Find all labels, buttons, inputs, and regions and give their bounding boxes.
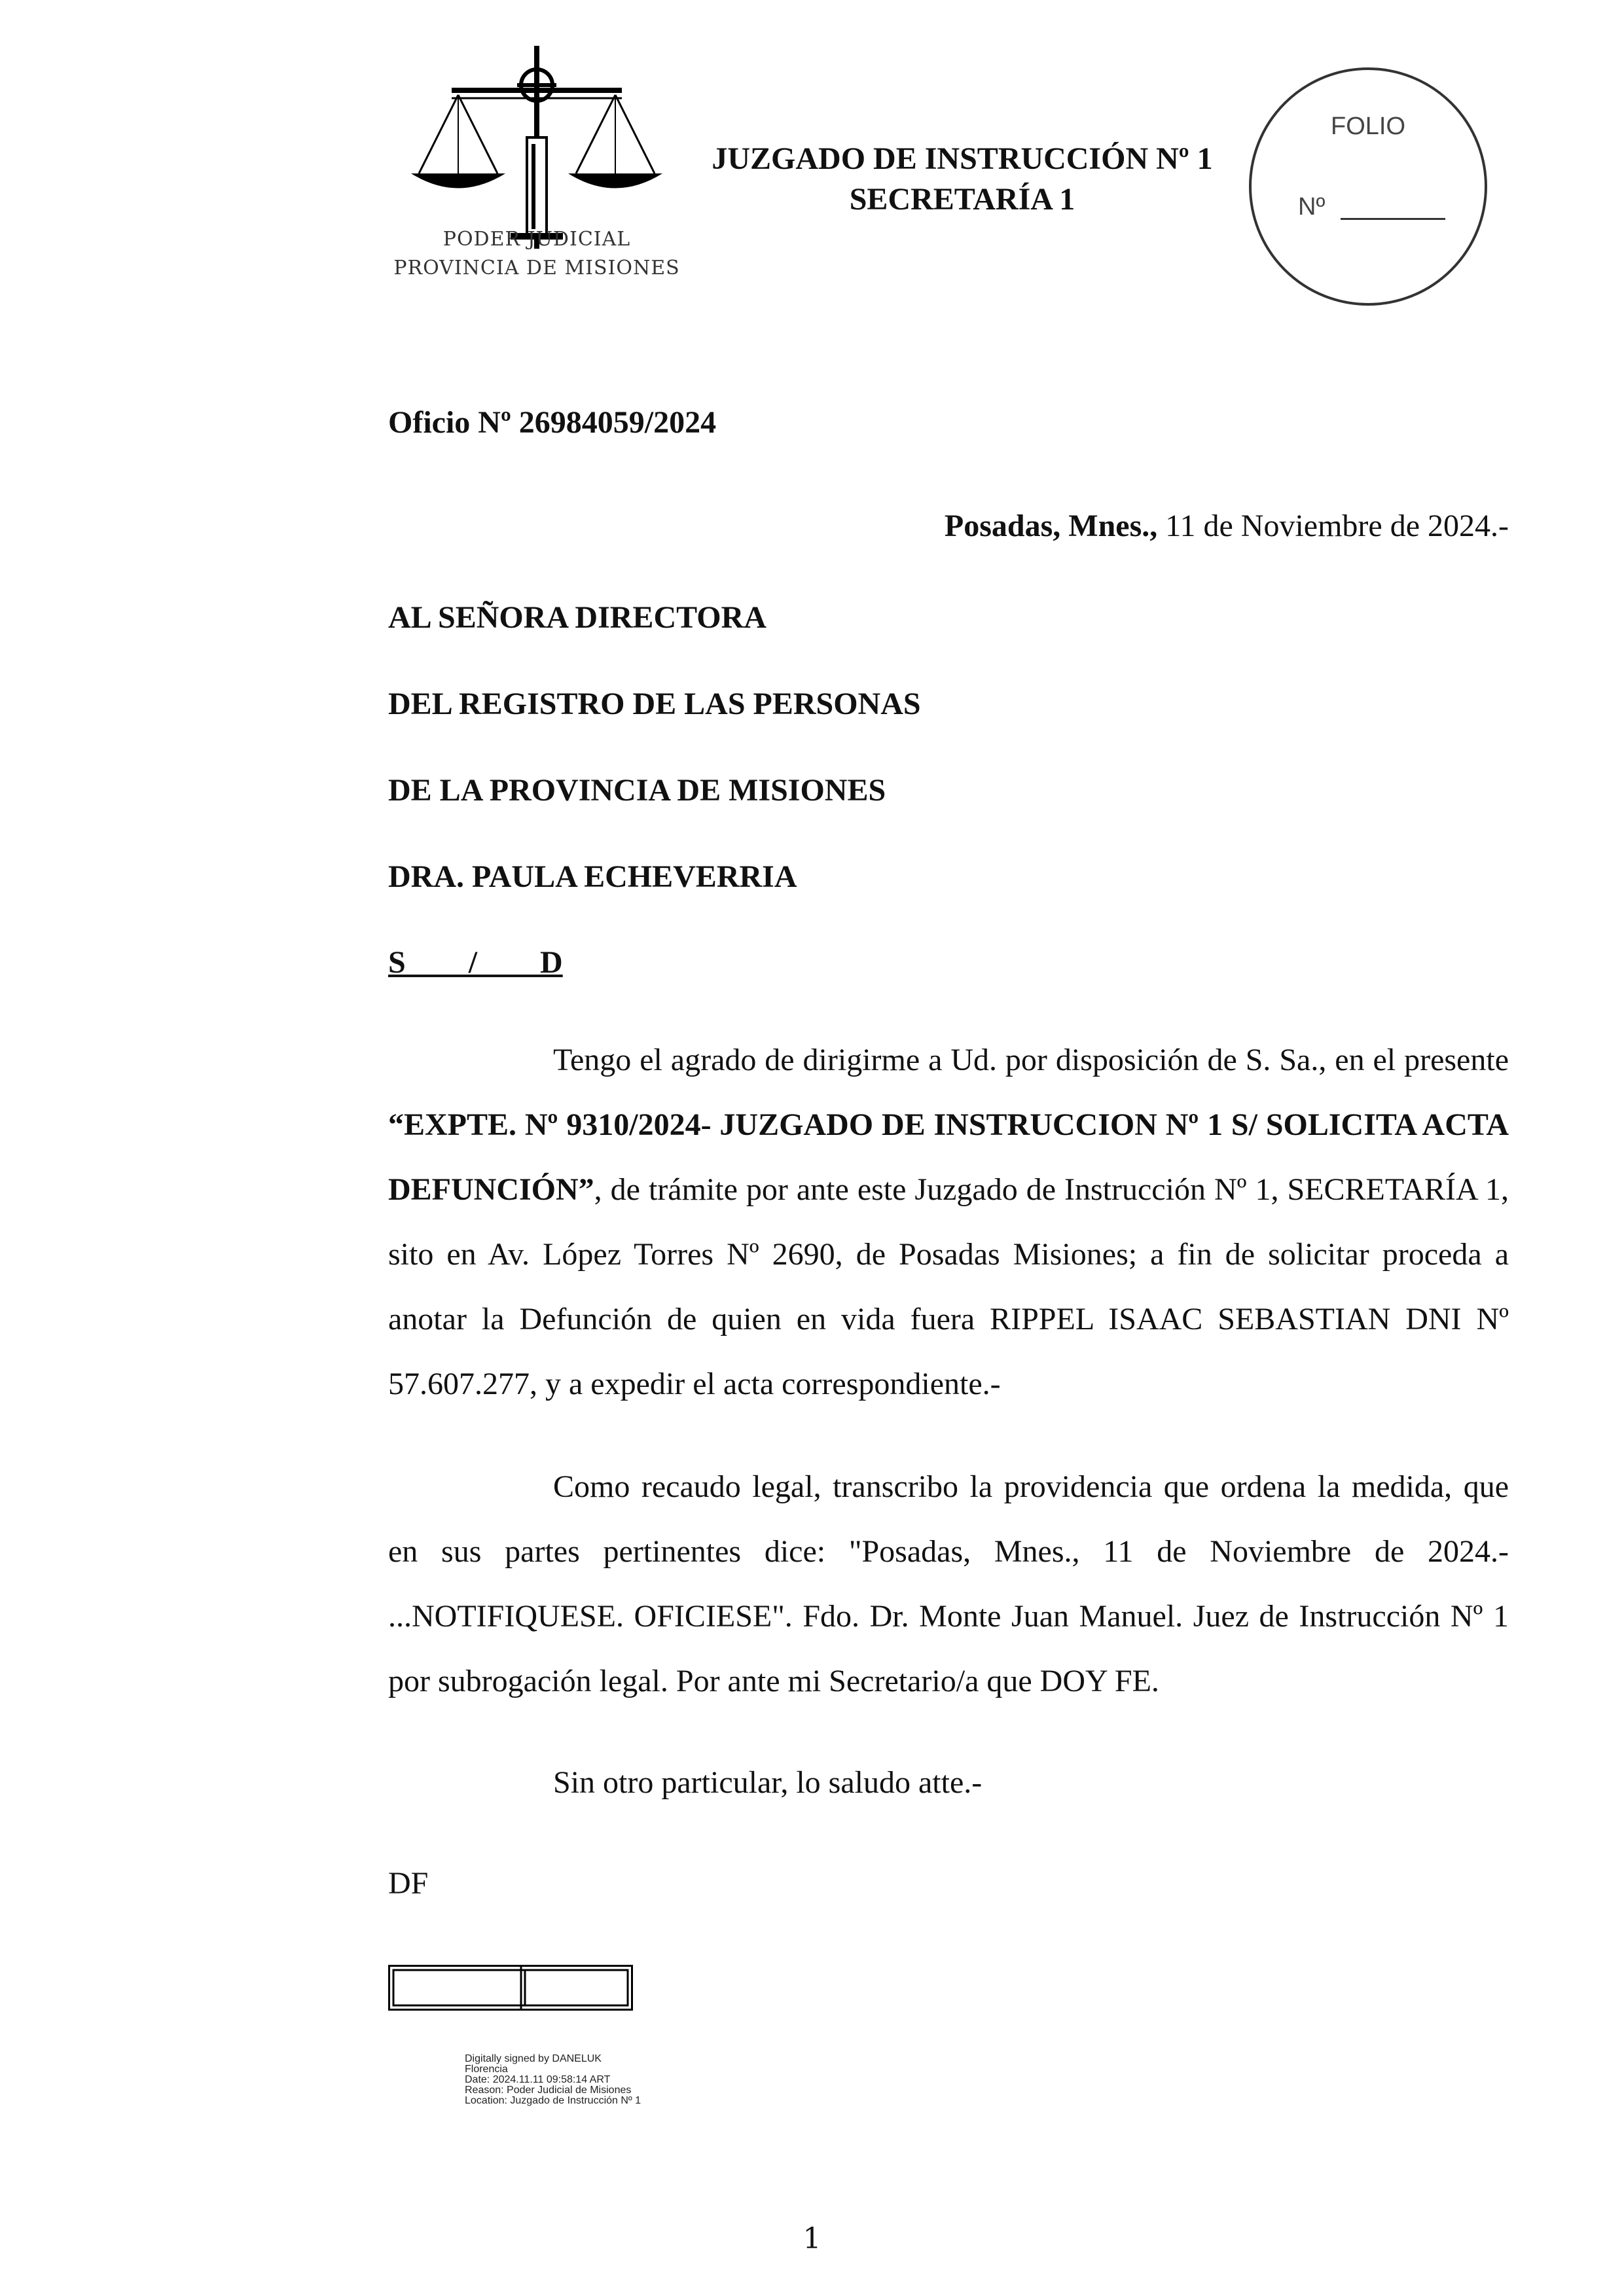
folio-label: FOLIO — [1330, 113, 1406, 140]
addressee-line-2: DEL REGISTRO DE LAS PERSONAS — [388, 687, 921, 721]
court-title — [655, 139, 1270, 220]
closing-line: Sin otro particular, lo saludo atte.- — [553, 1765, 983, 1800]
court-title-line-1: JUZGADO DE INSTRUCCIÓN Nº 1 — [712, 141, 1213, 176]
body-paragraph-2 — [388, 1454, 1509, 1713]
folio-number-blank — [1341, 218, 1445, 220]
sd-line: S / D — [388, 945, 563, 980]
logo-text-poder-judicial: PODER JUDICIAL — [442, 228, 631, 251]
signature-box — [388, 1965, 633, 2011]
page-number: 1 — [803, 2222, 821, 2255]
date-place: Posadas, Mnes., — [944, 509, 1158, 543]
oficio-number: Oficio Nº 26984059/2024 — [388, 405, 717, 440]
signature-line-2: Florencia — [465, 2064, 508, 2075]
poder-judicial-logo — [393, 39, 681, 288]
expediente-title: “EXPTE. Nº 9310/2024- JUZGADO DE INSTRUCCION Nº 1 S/ SOLICITA ACTA DEFUNCIÓN” — [388, 1107, 1509, 1207]
digital-signature-text — [465, 2054, 641, 2106]
paragraph-2-text: Como recaudo legal, transcribo la providencia que ordena la medida, que en sus partes pertinentes dice: "Posadas, Mnes., 11 de Noviembre de 2024.- ...NOTIFIQUESE. OFICIESE". Fdo. Dr. Monte Juan Manuel. Juez de Instrucción Nº 1 por subrogación legal. Por ante mi Secretario/a que DOY FE. — [388, 1469, 1509, 1698]
body-paragraph-1 — [388, 1028, 1509, 1416]
folio-stamp — [1244, 62, 1492, 311]
date-line — [945, 508, 1509, 544]
initials: DF — [388, 1866, 429, 1901]
signature-line-5: Location: Juzgado de Instrucción Nº 1 — [465, 2095, 641, 2106]
logo-text-provincia: PROVINCIA DE MISIONES — [393, 257, 680, 279]
addressee-line-3: DE LA PROVINCIA DE MISIONES — [388, 773, 886, 808]
court-title-line-2: SECRETARÍA 1 — [849, 182, 1075, 217]
paragraph-1-part-1: Tengo el agrado de dirigirme a Ud. por disposición de S. Sa., en el presente — [553, 1043, 1509, 1077]
signature-line-3: Date: 2024.11.11 09:58:14 ART — [465, 2074, 611, 2085]
folio-number-label: Nº — [1298, 193, 1326, 221]
signature-line-1: Digitally signed by DANELUK — [465, 2053, 602, 2064]
paragraph-1-part-3: , de trámite por ante este Juzgado de Instrucción Nº 1, SECRETARÍA 1, sito en Av. López Torres Nº 2690, de Posadas Misiones; a fin de solicitar proceda a anotar la Defunción de quien en vida fuera RIPPEL ISAAC SEBASTIAN DNI Nº 57.607.277, y a expedir el acta correspondiente.- — [388, 1172, 1509, 1401]
addressee-line-4: DRA. PAULA ECHEVERRIA — [388, 859, 797, 894]
signature-line-4: Reason: Poder Judicial de Misiones — [465, 2085, 632, 2096]
date-text: 11 de Noviembre de 2024.- — [1157, 509, 1509, 543]
addressee-line-1: AL SEÑORA DIRECTORA — [388, 600, 767, 635]
